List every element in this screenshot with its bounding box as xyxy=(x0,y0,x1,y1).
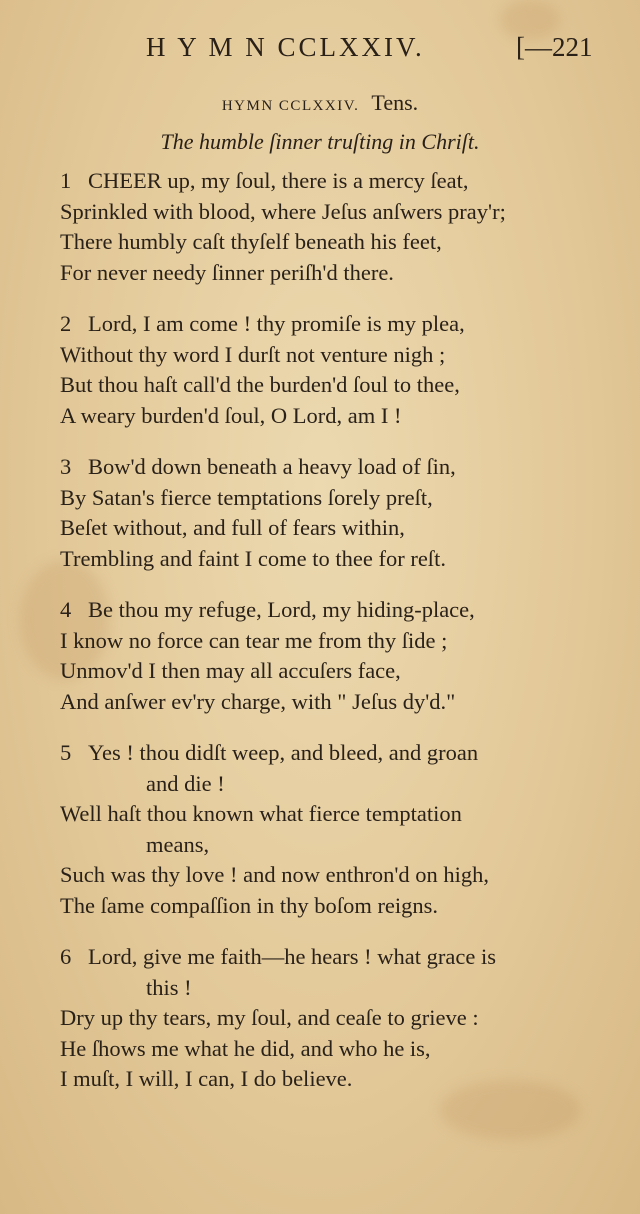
verse-line-turnover: means, xyxy=(146,831,210,857)
verse-line: Such was thy love ! and now enthron'd on high, xyxy=(60,862,489,887)
verse-line: By Satan's fierce temptations ſorely preſt, xyxy=(60,484,433,510)
stanza-2 xyxy=(60,309,620,431)
verse-line: Without thy word I durſt not venture nigh ; xyxy=(60,341,446,367)
verse-line: The ſame compaſſion in thy boſom reigns. xyxy=(60,892,439,918)
stanza-number: 6 xyxy=(60,944,72,969)
stanza-6 xyxy=(60,942,620,1095)
running-head-title: H Y M N CCLXXIV. xyxy=(146,32,425,62)
hymn-heading xyxy=(0,90,640,116)
stanza-number: 1 xyxy=(60,168,72,193)
verse-line: I muſt, I will, I can, I do believe. xyxy=(60,1066,353,1091)
stanza-number: 2 xyxy=(60,311,72,336)
verse-line: 2 Lord, I am come ! thy promiſe is my plea, xyxy=(60,309,620,340)
verse-line: Sprinkled with blood, where Jeſus anſwers pray'r; xyxy=(60,198,506,224)
page-number: [—221 xyxy=(516,32,593,62)
verse-line: 6 Lord, give me faith—he hears ! what grace is xyxy=(60,942,620,973)
verse-line: 3 Bow'd down beneath a heavy load of ſin, xyxy=(60,452,620,483)
verse-line: For never needy ſinner periſh'd there. xyxy=(60,259,394,285)
verse-line: 5 Yes ! thou didſt weep, and bleed, and groan xyxy=(60,738,620,769)
verse-line: A weary burden'd ſoul, O Lord, am I ! xyxy=(60,402,402,428)
verse-line: I know no force can tear me from thy ſide ; xyxy=(60,627,448,653)
hymn-meter: Tens. xyxy=(371,90,419,115)
verse-line: Unmov'd I then may all accuſers face, xyxy=(60,658,401,683)
hymn-label: HYMN CCLXXIV. xyxy=(221,98,360,114)
verse-line: 1 CHEER up, my ſoul, there is a mercy ſeat, xyxy=(60,166,620,197)
stanza-number: 5 xyxy=(60,740,72,765)
verse-line: 4 Be thou my refuge, Lord, my hiding-place, xyxy=(60,595,620,626)
stanza-3 xyxy=(60,452,620,574)
verse-line: Dry up thy tears, my ſoul, and ceaſe to grieve : xyxy=(60,1005,479,1030)
verse-line: Trembling and faint I come to thee for reſt. xyxy=(60,545,446,571)
stanza-number: 3 xyxy=(60,454,72,479)
verse-line: There humbly caſt thyſelf beneath his feet, xyxy=(60,229,442,254)
verse-line: But thou haſt call'd the burden'd ſoul to thee, xyxy=(60,372,460,397)
verse-line: Beſet without, and full of fears within, xyxy=(60,515,405,540)
verse-line: Well haſt thou known what fierce temptation xyxy=(60,801,462,826)
verse-line: And anſwer ev'ry charge, with " Jeſus dy'd." xyxy=(60,688,456,714)
stanza-5 xyxy=(60,738,620,921)
hymn-body xyxy=(60,166,620,1116)
verse-line-turnover: and die ! xyxy=(146,770,225,796)
running-head xyxy=(0,32,640,72)
stanza-number: 4 xyxy=(60,597,72,622)
hymn-subtitle: The humble ſinner truſting in Chriſt. xyxy=(160,129,480,154)
stanza-1 xyxy=(60,166,620,288)
verse-line-turnover: this ! xyxy=(146,974,192,1000)
stanza-4 xyxy=(60,595,620,717)
verse-line: He ſhows me what he did, and who he is, xyxy=(60,1035,431,1061)
